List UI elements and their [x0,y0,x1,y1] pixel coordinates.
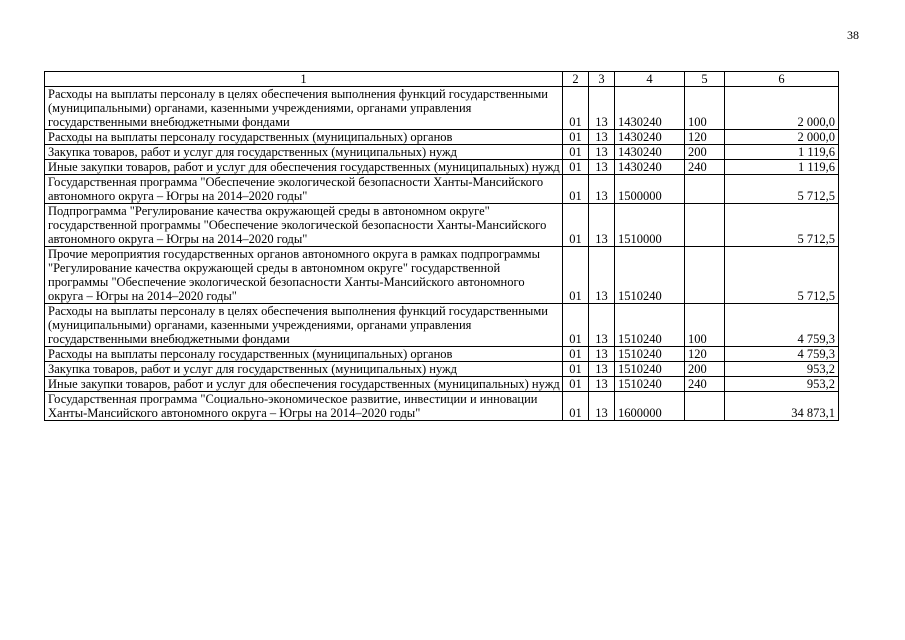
table-row [45,175,839,204]
row-expense-type [685,247,725,304]
row-name: Закупка товаров, работ и услуг для государственных (муниципальных) нужд [45,362,563,377]
row-amount: 5 712,5 [725,204,839,247]
table-row [45,247,839,304]
row-expense-type: 100 [685,87,725,130]
row-name: Государственная программа "Социально-экономическое развитие, инвестиции и инновации Ханты-Мансийского автономного округа – Югры на 2014–2020 годы" [45,392,563,421]
row-amount: 1 119,6 [725,145,839,160]
column-header-amount: 6 [725,72,839,87]
table-row [45,347,839,362]
row-amount: 1 119,6 [725,160,839,175]
row-target-code: 1500000 [615,175,685,204]
row-subsection: 13 [589,362,615,377]
row-amount: 4 759,3 [725,347,839,362]
row-expense-type [685,392,725,421]
row-expense-type [685,204,725,247]
row-name: Подпрограмма "Регулирование качества окружающей среды в автономном округе" государственной программы "Обеспечение экологической безопасности Ханты-Мансийского автономного округа – Югры на 2014–2020 годы" [45,204,563,247]
row-section: 01 [563,362,589,377]
row-section: 01 [563,304,589,347]
row-subsection: 13 [589,175,615,204]
row-target-code: 1510240 [615,377,685,392]
budget-table [44,71,839,421]
column-header-subsection: 3 [589,72,615,87]
row-subsection: 13 [589,377,615,392]
row-section: 01 [563,145,589,160]
row-subsection: 13 [589,392,615,421]
row-section: 01 [563,87,589,130]
column-header-section: 2 [563,72,589,87]
row-amount: 953,2 [725,362,839,377]
row-name: Иные закупки товаров, работ и услуг для обеспечения государственных (муниципальных) нужд [45,377,563,392]
row-name: Иные закупки товаров, работ и услуг для обеспечения государственных (муниципальных) нужд [45,160,563,175]
row-subsection: 13 [589,87,615,130]
row-section: 01 [563,247,589,304]
table-row [45,362,839,377]
row-amount: 2 000,0 [725,87,839,130]
row-target-code: 1430240 [615,160,685,175]
row-target-code: 1510240 [615,304,685,347]
row-subsection: 13 [589,347,615,362]
row-subsection: 13 [589,160,615,175]
row-section: 01 [563,347,589,362]
table-row [45,130,839,145]
row-target-code: 1430240 [615,130,685,145]
row-section: 01 [563,130,589,145]
row-target-code: 1510240 [615,347,685,362]
row-expense-type [685,175,725,204]
row-amount: 953,2 [725,377,839,392]
row-name: Расходы на выплаты персоналу в целях обеспечения выполнения функций государственными (муниципальными) органами, казенными учреждениями, органами управления государственными внебюджетными фондами [45,304,563,347]
row-name: Расходы на выплаты персоналу в целях обеспечения выполнения функций государственными (муниципальными) органами, казенными учреждениями, органами управления государственными внебюджетными фондами [45,87,563,130]
row-target-code: 1600000 [615,392,685,421]
row-amount: 4 759,3 [725,304,839,347]
row-subsection: 13 [589,130,615,145]
table-row [45,304,839,347]
row-name: Расходы на выплаты персоналу государственных (муниципальных) органов [45,130,563,145]
table-row [45,145,839,160]
row-name: Прочие мероприятия государственных органов автономного округа в рамках подпрограммы "Регулирование качества окружающей среды в автономном округе" государственной программы "Обеспечение экологической безопасности Ханты-Мансийского автономного округа – Югры на 2014–2020 годы" [45,247,563,304]
row-target-code: 1510000 [615,204,685,247]
row-expense-type: 240 [685,377,725,392]
row-section: 01 [563,377,589,392]
row-target-code: 1510240 [615,247,685,304]
table-row [45,87,839,130]
table-row [45,160,839,175]
table-row [45,204,839,247]
table-row [45,377,839,392]
row-amount: 5 712,5 [725,175,839,204]
row-section: 01 [563,160,589,175]
row-expense-type: 200 [685,145,725,160]
column-header-target-code: 4 [615,72,685,87]
row-name: Закупка товаров, работ и услуг для государственных (муниципальных) нужд [45,145,563,160]
row-section: 01 [563,392,589,421]
table-row [45,392,839,421]
column-header-name: 1 [45,72,563,87]
row-target-code: 1510240 [615,362,685,377]
page-number: 38 [847,28,859,42]
column-header-expense-type: 5 [685,72,725,87]
row-expense-type: 100 [685,304,725,347]
row-target-code: 1430240 [615,87,685,130]
row-amount: 34 873,1 [725,392,839,421]
row-amount: 2 000,0 [725,130,839,145]
row-subsection: 13 [589,304,615,347]
row-subsection: 13 [589,145,615,160]
row-subsection: 13 [589,247,615,304]
row-section: 01 [563,204,589,247]
row-amount: 5 712,5 [725,247,839,304]
row-expense-type: 120 [685,130,725,145]
row-expense-type: 200 [685,362,725,377]
row-subsection: 13 [589,204,615,247]
table-header-row [45,72,839,87]
row-target-code: 1430240 [615,145,685,160]
row-section: 01 [563,175,589,204]
row-name: Государственная программа "Обеспечение экологической безопасности Ханты-Мансийского автономного округа – Югры на 2014–2020 годы" [45,175,563,204]
row-expense-type: 120 [685,347,725,362]
row-name: Расходы на выплаты персоналу государственных (муниципальных) органов [45,347,563,362]
row-expense-type: 240 [685,160,725,175]
